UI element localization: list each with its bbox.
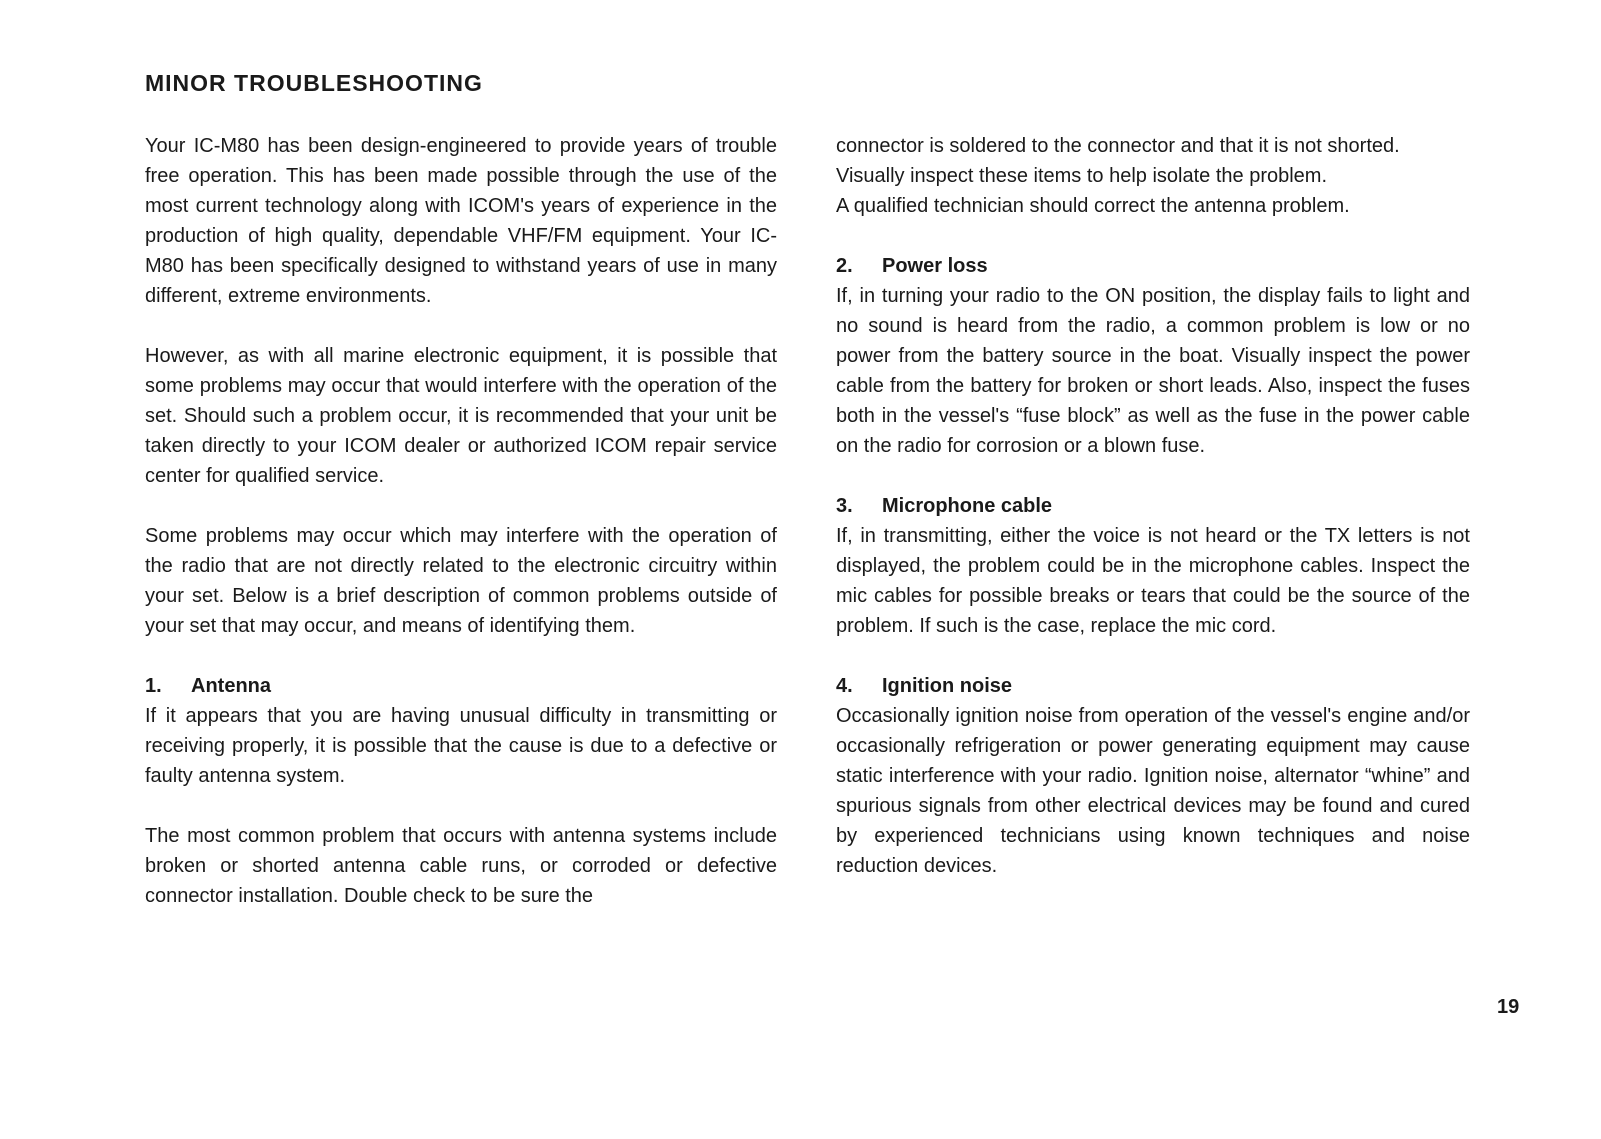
intro-paragraph-1: Your IC-M80 has been design-engineered to provide years of trouble free operation. This has been made possible through the use of the most current technology along with ICOM's years of experience in the production of high quality, dependable VHF/FM equipment. Your IC-M80 has been specifically designed to withstand years of use in many different, extreme environments. — [145, 135, 777, 307]
section-heading-ignition-noise — [836, 671, 1470, 701]
section-heading-microphone-cable — [836, 491, 1470, 521]
section-number: 2. — [836, 255, 853, 277]
page-title: MINOR TROUBLESHOOTING — [145, 70, 483, 96]
antenna-inspect-line: Visually inspect these items to help isolate the problem. — [836, 165, 1328, 187]
intro-paragraph-2: However, as with all marine electronic equipment, it is possible that some problems may occur that would interfere with the operation of the set. Should such a problem occur, it is recommended that your unit be taken directly to your ICOM dealer or authorized ICOM repair service center for qualified service. — [145, 345, 777, 487]
section-title: Power loss — [882, 255, 988, 277]
section-title: Microphone cable — [882, 495, 1053, 517]
antenna-continuation: connector is soldered to the connector and that it is not shorted. — [836, 135, 1400, 157]
antenna-technician-line: A qualified technician should correct the antenna problem. — [836, 195, 1350, 217]
ignition-noise-paragraph: Occasionally ignition noise from operation of the vessel's engine and/or occasionally refrigeration or power generating equipment may cause static interference with your radio. Ignition noise, alternator “whine” and spurious signals from other electrical devices may be found and cured by experienced technicians using known techniques and noise reduction devices. — [836, 705, 1470, 877]
section-title: Antenna — [191, 675, 271, 697]
section-heading-antenna — [145, 671, 777, 701]
antenna-paragraph-1: If it appears that you are having unusual difficulty in transmitting or receiving properly, it is possible that the cause is due to a defective or faulty antenna system. — [145, 705, 777, 787]
section-heading-power-loss — [836, 251, 1470, 281]
power-loss-paragraph: If, in turning your radio to the ON position, the display fails to light and no sound is heard from the radio, a common problem is low or no power from the battery source in the boat. Visually inspect the power cable from the battery for broken or short leads. Also, inspect the fuses both in the vessel's “fuse block” as well as the fuse in the power cable on the radio for corrosion or a blown fuse. — [836, 285, 1470, 457]
right-column — [836, 131, 1470, 881]
section-number: 3. — [836, 495, 853, 517]
microphone-cable-paragraph: If, in transmitting, either the voice is not heard or the TX letters is not displayed, the problem could be in the microphone cables. Inspect the mic cables for possible breaks or tears that could be the source of the problem. If such is the case, replace the mic cord. — [836, 525, 1470, 637]
section-number: 4. — [836, 675, 853, 697]
section-title: Ignition noise — [882, 675, 1012, 697]
intro-paragraph-3: Some problems may occur which may interfere with the operation of the radio that are not directly related to the electronic circuitry within your set. Below is a brief description of common problems outside of your set that may occur, and means of identifying them. — [145, 525, 777, 637]
section-number: 1. — [145, 675, 162, 697]
page-number: 19 — [1497, 996, 1520, 1018]
antenna-paragraph-2: The most common problem that occurs with antenna systems include broken or shorted antenna cable runs, or corroded or defective connector installation. Double check to be sure the — [145, 825, 777, 907]
left-column — [145, 131, 777, 911]
